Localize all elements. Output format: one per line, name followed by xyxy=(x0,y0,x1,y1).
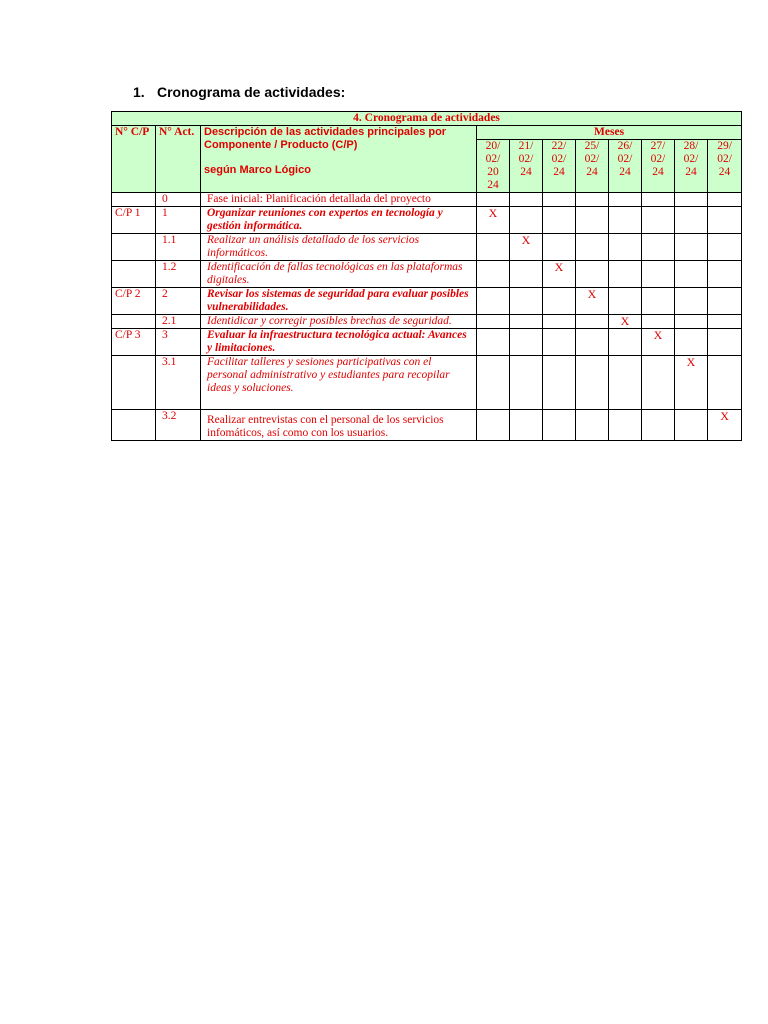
header-row-months xyxy=(112,126,742,140)
schedule-cell xyxy=(609,288,642,315)
date-header-part: 24 xyxy=(487,179,499,191)
date-header-part: 24 xyxy=(718,166,731,178)
activity-description-cell: Realizar entrevistas con el personal de los servicios infomáticos, así como con los usuarios. xyxy=(201,410,477,441)
schedule-cell xyxy=(510,329,543,356)
date-header-part: 27/ xyxy=(650,140,666,152)
col-header-description xyxy=(201,126,477,193)
cp-cell: C/P 3 xyxy=(112,329,156,356)
schedule-mark: X xyxy=(510,234,543,261)
activity-number-cell: 2.1 xyxy=(156,315,201,329)
schedule-cell xyxy=(477,315,510,329)
description-header-line1: Descripción de las actividades principales por Componente / Producto (C/P) xyxy=(204,126,447,151)
cp-cell xyxy=(112,410,156,441)
schedule-cell xyxy=(576,261,609,288)
date-header-part: 02/ xyxy=(683,153,699,165)
table-row xyxy=(112,207,742,234)
schedule-cell xyxy=(642,315,675,329)
table-row xyxy=(112,356,742,410)
section-title: Cronograma de actividades: xyxy=(157,84,346,100)
date-header-part: 29/ xyxy=(717,140,732,152)
schedule-cell xyxy=(576,234,609,261)
schedule-cell xyxy=(543,410,576,441)
schedule-cell xyxy=(708,329,742,356)
col-header-cp: N° C/P xyxy=(112,126,156,193)
schedule-cell xyxy=(543,193,576,207)
activity-description-cell: Identidicar y corregir posibles brechas de seguridad. xyxy=(201,315,477,329)
activity-description-cell: Identificación de fallas tecnológicas en las plataformas digitales. xyxy=(201,261,477,288)
schedule-cell xyxy=(510,261,543,288)
activity-number-cell: 3 xyxy=(156,329,201,356)
schedule-cell xyxy=(675,261,708,288)
schedule-cell xyxy=(708,193,742,207)
schedule-cell xyxy=(576,410,609,441)
activity-number-cell: 2 xyxy=(156,288,201,315)
schedule-cell xyxy=(543,207,576,234)
schedule-cell xyxy=(675,288,708,315)
schedule-cell xyxy=(675,234,708,261)
schedule-cell xyxy=(675,315,708,329)
schedule-mark: X xyxy=(708,410,742,441)
date-header xyxy=(609,140,642,193)
description-header-line2: según Marco Lógico xyxy=(204,164,311,176)
schedule-mark: X xyxy=(543,261,576,288)
schedule-cell xyxy=(708,288,742,315)
schedule-cell xyxy=(477,356,510,410)
schedule-cell xyxy=(708,207,742,234)
date-header-part: 24 xyxy=(685,166,697,178)
col-header-act: N° Act. xyxy=(156,126,201,193)
date-header-part: 25/ xyxy=(584,140,600,152)
table-row xyxy=(112,234,742,261)
date-header-part: 24 xyxy=(619,166,631,178)
date-header xyxy=(510,140,543,193)
schedule-cell xyxy=(609,329,642,356)
date-header xyxy=(708,140,742,193)
table-row xyxy=(112,261,742,288)
schedule-cell xyxy=(510,410,543,441)
schedule-cell xyxy=(477,193,510,207)
schedule-cell xyxy=(477,288,510,315)
schedule-cell xyxy=(675,329,708,356)
activity-number-cell: 0 xyxy=(156,193,201,207)
schedule-cell xyxy=(576,356,609,410)
date-header-part: 21/ xyxy=(518,140,534,152)
table-row xyxy=(112,193,742,207)
activity-number-cell: 1.1 xyxy=(156,234,201,261)
schedule-cell xyxy=(675,207,708,234)
schedule-cell xyxy=(477,261,510,288)
schedule-cell xyxy=(510,288,543,315)
schedule-cell xyxy=(642,288,675,315)
date-header-part: 20/ xyxy=(485,140,501,152)
schedule-cell xyxy=(609,261,642,288)
schedule-cell xyxy=(477,329,510,356)
cp-cell xyxy=(112,356,156,410)
date-header-part: 02/ xyxy=(617,153,633,165)
schedule-cell xyxy=(477,410,510,441)
schedule-cell xyxy=(642,234,675,261)
schedule-mark: X xyxy=(576,288,609,315)
schedule-cell xyxy=(642,356,675,410)
activity-number-cell: 1 xyxy=(156,207,201,234)
cp-cell xyxy=(112,234,156,261)
schedule-mark: X xyxy=(675,356,708,410)
schedule-cell xyxy=(543,329,576,356)
date-header-part: 02/ xyxy=(485,153,501,165)
date-header-part: 28/ xyxy=(683,140,699,152)
date-header-part: 24 xyxy=(586,166,598,178)
cp-cell: C/P 2 xyxy=(112,288,156,315)
activity-number-cell: 1.2 xyxy=(156,261,201,288)
cp-cell xyxy=(112,315,156,329)
schedule-cell xyxy=(576,207,609,234)
schedule-cell xyxy=(576,315,609,329)
schedule-cell xyxy=(576,329,609,356)
table-row xyxy=(112,329,742,356)
schedule-cell xyxy=(543,234,576,261)
date-header-part: 02/ xyxy=(584,153,600,165)
schedule-cell xyxy=(708,234,742,261)
table-row xyxy=(112,410,742,441)
cp-cell: C/P 1 xyxy=(112,207,156,234)
schedule-cell xyxy=(609,207,642,234)
schedule-cell xyxy=(642,261,675,288)
table-title-row xyxy=(112,112,742,126)
months-header: Meses xyxy=(477,126,742,140)
schedule-cell xyxy=(708,356,742,410)
cp-cell xyxy=(112,261,156,288)
activity-description-cell: Organizar reuniones con expertos en tecnología y gestión informática. xyxy=(201,207,477,234)
date-header xyxy=(642,140,675,193)
schedule-mark: X xyxy=(477,207,510,234)
date-header-part: 24 xyxy=(652,166,664,178)
schedule-mark: X xyxy=(609,315,642,329)
activity-number-cell: 3.2 xyxy=(156,410,201,441)
schedule-cell xyxy=(708,315,742,329)
schedule-cell xyxy=(609,193,642,207)
date-header xyxy=(576,140,609,193)
schedule-cell xyxy=(510,356,543,410)
schedule-cell xyxy=(543,315,576,329)
schedule-cell xyxy=(609,410,642,441)
date-header-part: 24 xyxy=(520,166,532,178)
date-header-part: 26/ xyxy=(617,140,633,152)
date-header-part: 02/ xyxy=(551,153,567,165)
activity-number-cell: 3.1 xyxy=(156,356,201,410)
schedule-cell xyxy=(609,234,642,261)
date-header xyxy=(477,140,510,193)
schedule-table xyxy=(111,111,742,441)
schedule-cell xyxy=(543,288,576,315)
activity-description-cell: Revisar los sistemas de seguridad para evaluar posibles vulnerabilidades. xyxy=(201,288,477,315)
date-header xyxy=(543,140,576,193)
date-header-part: 02/ xyxy=(650,153,666,165)
schedule-cell xyxy=(642,193,675,207)
schedule-cell xyxy=(642,207,675,234)
schedule-cell xyxy=(543,356,576,410)
schedule-cell xyxy=(642,410,675,441)
schedule-cell xyxy=(708,261,742,288)
date-header-part: 24 xyxy=(553,166,565,178)
date-header-part: 02/ xyxy=(717,153,732,165)
activity-description-cell: Facilitar talleres y sesiones participativas con el personal administrativo y estudiantes para recopilar ideas y soluciones. xyxy=(201,356,477,410)
date-header-part: 20 xyxy=(487,166,499,178)
activity-description-cell: Fase inicial: Planificación detallada del proyecto xyxy=(201,193,477,207)
section-number: 1. xyxy=(133,84,145,100)
schedule-cell xyxy=(477,234,510,261)
section-heading xyxy=(133,84,345,100)
activity-description-cell: Realizar un análisis detallado de los servicios informáticos. xyxy=(201,234,477,261)
table-title: 4. Cronograma de actividades xyxy=(112,112,742,126)
schedule-cell xyxy=(510,207,543,234)
schedule-cell xyxy=(576,193,609,207)
schedule-cell xyxy=(675,193,708,207)
cp-cell xyxy=(112,193,156,207)
date-header-part: 22/ xyxy=(551,140,567,152)
schedule-cell xyxy=(675,410,708,441)
schedule-cell xyxy=(609,356,642,410)
date-header-part: 02/ xyxy=(518,153,534,165)
activity-description-cell: Evaluar la infraestructura tecnológica actual: Avances y limitaciones. xyxy=(201,329,477,356)
schedule-mark: X xyxy=(642,329,675,356)
date-header xyxy=(675,140,708,193)
table-row xyxy=(112,315,742,329)
schedule-cell xyxy=(510,193,543,207)
schedule-cell xyxy=(510,315,543,329)
table-row xyxy=(112,288,742,315)
